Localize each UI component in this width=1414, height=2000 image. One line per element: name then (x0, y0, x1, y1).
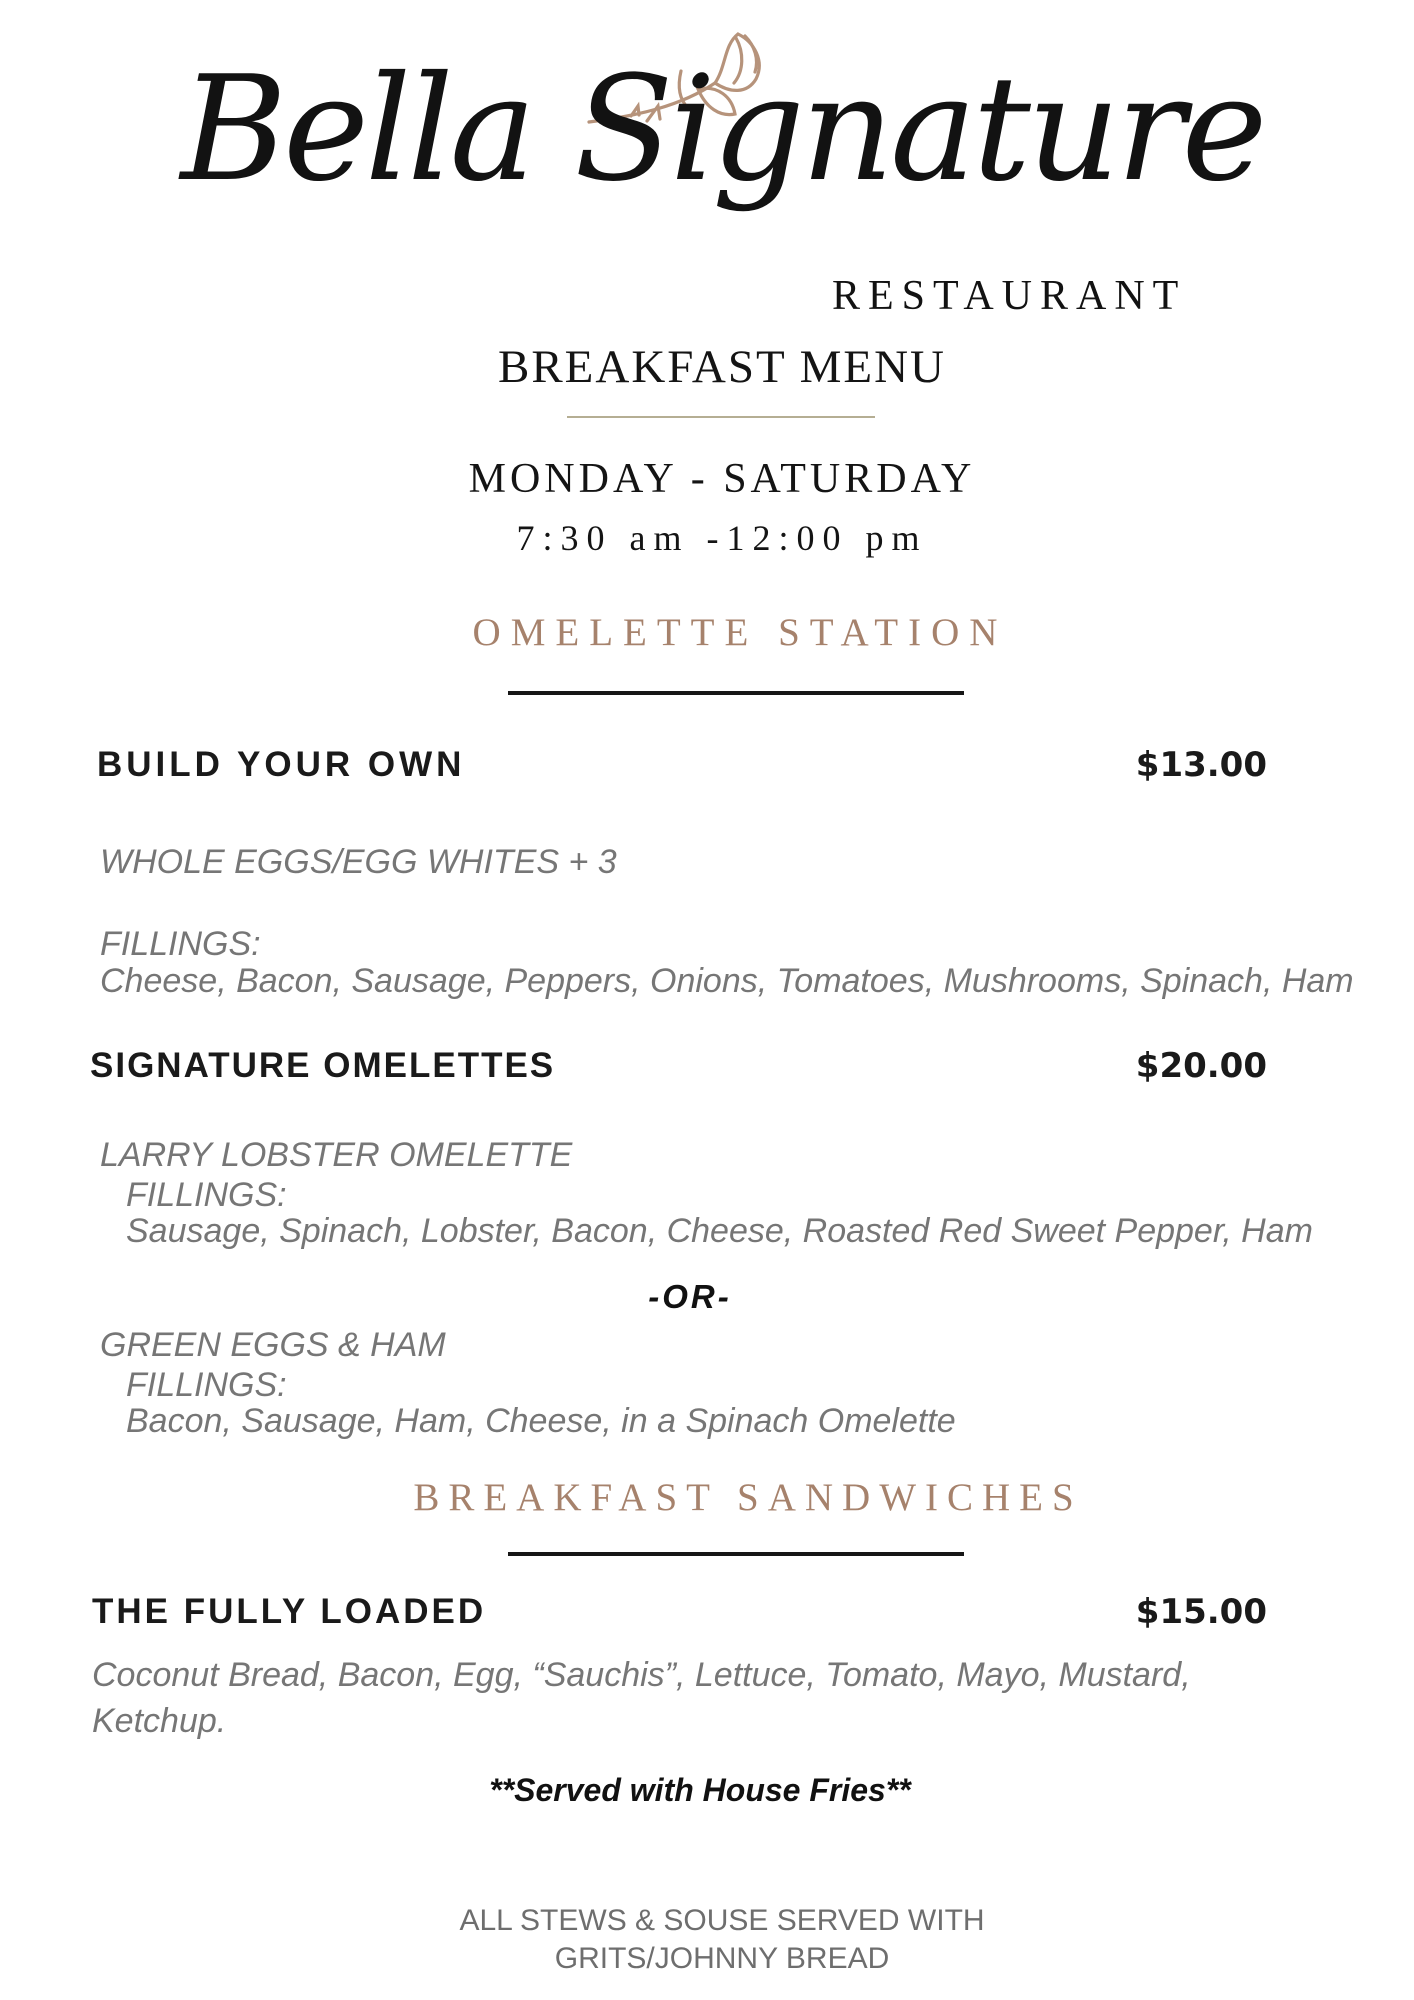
menu-item-build-your-own (97, 745, 1267, 785)
item-name: THE FULLY LOADED (92, 1592, 487, 1631)
fillings-list: Cheese, Bacon, Sausage, Peppers, Onions, Tomatoes, Mushrooms, Spinach, Ham (100, 962, 1354, 1000)
footer-note-line2: GRITS/JOHNNY BREAD (554, 1942, 890, 1975)
fillings-label: FILLINGS: (100, 925, 261, 963)
title-divider (567, 416, 875, 418)
omelette-option-name: LARRY LOBSTER OMELETTE (100, 1136, 573, 1174)
item-name: SIGNATURE OMELETTES (90, 1046, 556, 1085)
fillings-label: FILLINGS: (126, 1176, 287, 1214)
service-days: MONDAY - SATURDAY (468, 456, 976, 502)
section-underline (508, 1552, 964, 1556)
served-with-note: **Served with House Fries** (489, 1772, 911, 1808)
fillings-list: Sausage, Spinach, Lobster, Bacon, Cheese, Roasted Red Sweet Pepper, Ham (126, 1212, 1313, 1250)
service-hours: 7:30 am -12:00 pm (516, 518, 928, 558)
item-base-option: WHOLE EGGS/EGG WHITES + 3 (100, 843, 617, 881)
menu-title: BREAKFAST MENU (497, 341, 947, 393)
or-separator: -OR- (648, 1278, 732, 1315)
item-price: $13.00 (1135, 745, 1267, 785)
section-underline (508, 691, 964, 695)
fillings-label: FILLINGS: (126, 1366, 287, 1404)
item-price: $15.00 (1135, 1592, 1267, 1632)
menu-item-signature-omelettes (90, 1046, 1267, 1086)
restaurant-logo-subtitle: RESTAURANT (832, 273, 1187, 319)
footer-note-line1: ALL STEWS & SOUSE SERVED WITH (459, 1904, 985, 1937)
footer-note (459, 1902, 984, 1978)
item-price: $20.00 (1135, 1046, 1267, 1086)
restaurant-logo-script: Bella Signature (180, 45, 1264, 214)
fillings-list: Bacon, Sausage, Ham, Cheese, in a Spinach Omelette (126, 1402, 956, 1440)
omelette-option-name: GREEN EGGS & HAM (100, 1326, 446, 1364)
menu-item-fully-loaded (92, 1592, 1267, 1632)
item-name: BUILD YOUR OWN (97, 745, 466, 784)
item-description: Coconut Bread, Bacon, Egg, “Sauchis”, Lettuce, Tomato, Mayo, Mustard, Ketchup. (92, 1656, 1191, 1740)
section-heading-omelette-station: OMELETTE STATION (472, 611, 1008, 654)
section-heading-breakfast-sandwiches: BREAKFAST SANDWICHES (413, 1476, 1083, 1519)
